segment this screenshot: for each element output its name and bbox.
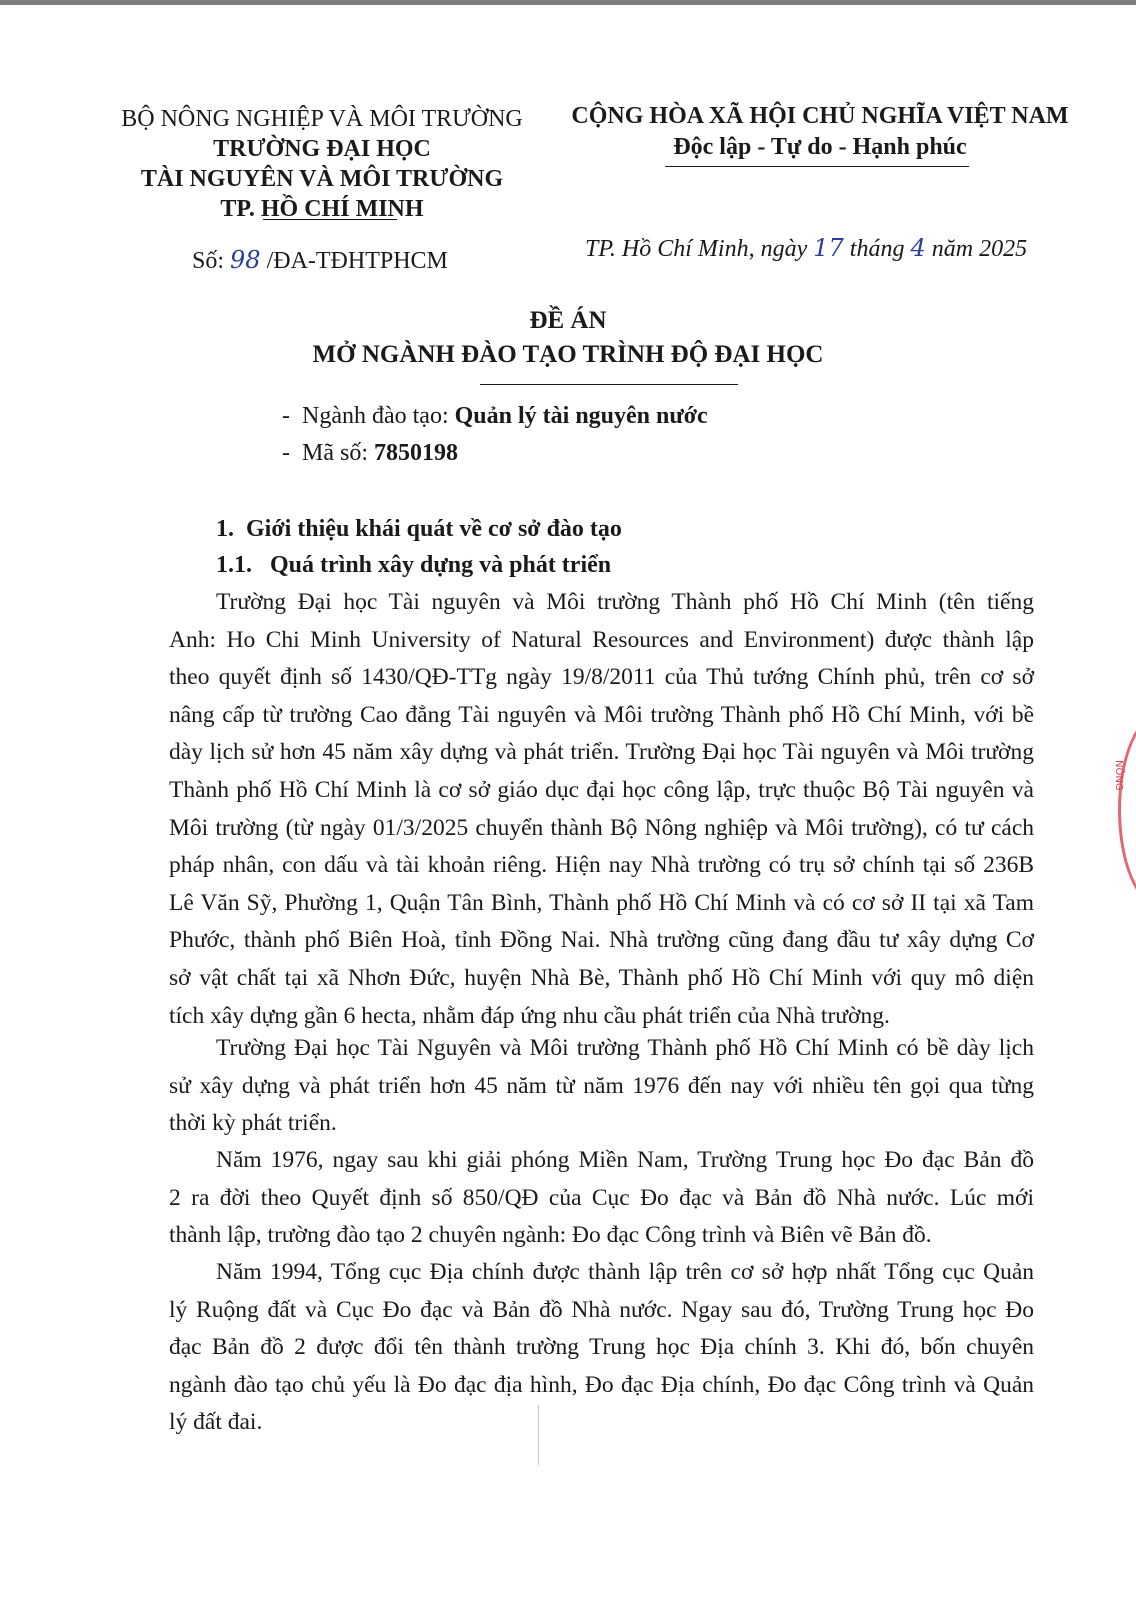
text-line: Thành phố Hồ Chí Minh là cơ sở giáo dục đại học công lập, trực thuộc Bộ Tài nguyên và xyxy=(169,776,1034,803)
date-prefix: TP. Hồ Chí Minh, ngày xyxy=(585,236,808,262)
bullet-dash: - xyxy=(282,440,302,466)
ministry-name: BỘ NÔNG NGHIỆP VÀ MÔI TRƯỜNG xyxy=(121,106,523,132)
code-bullet xyxy=(282,440,458,467)
text-line: Anh: Ho Chi Minh University of Natural Resources and Environment) được thành lập xyxy=(169,626,1034,653)
major-value: Quản lý tài nguyên nước xyxy=(454,403,708,429)
text-line: Môi trường (từ ngày 01/3/2025 chuyển thành Bộ Nông nghiệp và Môi trường), có tư cách xyxy=(169,814,1034,841)
number-suffix: /ĐA-TĐHTPHCM xyxy=(266,248,448,274)
seal-text: NÔNG xyxy=(1113,760,1124,791)
major-label: Ngành đào tạo: xyxy=(302,403,449,429)
national-heading xyxy=(560,101,1080,163)
text-line: ngành đào tạo chủ yếu là Đo đạc địa hình, Đo đạc Địa chính, Đo đạc Công trình và Quản xyxy=(169,1371,1034,1398)
date-month: 4 xyxy=(910,234,926,262)
number-prefix: Số: xyxy=(192,248,225,274)
country-name: CỘNG HÒA XÃ HỘI CHỦ NGHĨA VIỆT NAM xyxy=(571,103,1069,129)
text-line: thời kỳ phát triển. xyxy=(169,1110,337,1137)
text-line: theo quyết định số 1430/QĐ-TTg ngày 19/8/2011 của Thủ tướng Chính phủ, trên cơ sở xyxy=(169,664,1034,691)
document-title: MỞ NGÀNH ĐÀO TẠO TRÌNH ĐỘ ĐẠI HỌC xyxy=(312,341,824,368)
motto-underline xyxy=(665,166,969,167)
document-type: ĐỀ ÁN xyxy=(529,307,607,334)
paragraph-1 xyxy=(169,584,1034,1035)
scan-top-edge xyxy=(0,0,1136,5)
school-name-line1: TRƯỜNG ĐẠI HỌC xyxy=(213,136,431,162)
text-line: Lê Văn Sỹ, Phường 1, Quận Tân Bình, Thành phố Hồ Chí Minh và có cơ sở II tại xã Tam xyxy=(169,889,1034,916)
text-line: thành lập, trường đào tạo 2 chuyên ngành: Đo đạc Công trình và Biên vẽ Bản đồ. xyxy=(169,1222,932,1249)
document-number xyxy=(192,246,448,275)
code-label: Mã số: xyxy=(302,440,368,466)
motto: Độc lập - Tự do - Hạnh phúc xyxy=(673,134,967,160)
section-number: 1. xyxy=(216,516,234,542)
bullet-dash: - xyxy=(282,403,302,429)
school-name-line3: TP. HỒ CHÍ MINH xyxy=(220,196,424,222)
number-handwritten: 98 xyxy=(230,246,261,274)
date-year: năm 2025 xyxy=(931,236,1028,262)
section-heading-1-1 xyxy=(216,552,611,579)
text-line: tích xây dựng gần 6 hecta, nhằm đáp ứng nhu cầu phát triển của Nhà trường. xyxy=(169,1002,890,1029)
section-title: Quá trình xây dựng và phát triển xyxy=(270,552,612,578)
school-name-line2: TÀI NGUYÊN VÀ MÔI TRƯỜNG xyxy=(140,166,504,192)
paragraph-3 xyxy=(169,1142,1034,1255)
code-value: 7850198 xyxy=(374,440,458,466)
text-line: Phước, thành phố Biên Hoà, tỉnh Đồng Nai. Nhà trường cũng đang đầu tư xây dựng Cơ xyxy=(169,927,1034,954)
scan-crease-mark xyxy=(538,1405,539,1465)
date-day: 17 xyxy=(813,234,844,262)
text-line: Trường Đại học Tài Nguyên và Môi trường Thành phố Hồ Chí Minh có bề dày lịch xyxy=(216,1035,1034,1061)
section-title: Giới thiệu khái quát về cơ sở đào tạo xyxy=(246,516,622,542)
major-bullet xyxy=(282,403,708,430)
section-heading-1 xyxy=(216,516,622,543)
text-line: Năm 1976, ngay sau khi giải phóng Miền Nam, Trường Trung học Đo đạc Bản đồ xyxy=(216,1147,1034,1173)
document-date xyxy=(585,234,1027,263)
title-underline xyxy=(480,384,738,385)
issuer-underline xyxy=(263,219,397,220)
text-line: Năm 1994, Tổng cục Địa chính được thành lập trên cơ sở hợp nhất Tổng cục Quản xyxy=(216,1259,1034,1285)
text-line: sở vật chất tại xã Nhơn Đức, huyện Nhà Bè, Thành phố Hồ Chí Minh với quy mô diện xyxy=(169,964,1034,991)
section-number: 1.1. xyxy=(216,552,252,578)
text-line: 2 ra đời theo Quyết định số 850/QĐ của Cục Đo đạc và Bản đồ Nhà nước. Lúc mới xyxy=(169,1184,1034,1211)
text-line: lý đất đai. xyxy=(169,1409,263,1436)
text-line: Trường Đại học Tài nguyên và Môi trường Thành phố Hồ Chí Minh (tên tiếng xyxy=(216,589,1034,615)
issuer-block xyxy=(96,104,548,224)
official-seal-stamp xyxy=(1118,712,1136,908)
paragraph-4 xyxy=(169,1254,1034,1442)
text-line: pháp nhân, con dấu và tài khoản riêng. Hiện nay Nhà trường có trụ sở chính tại số 236B xyxy=(169,852,1034,879)
text-line: đạc Bản đồ 2 được đổi tên thành trường Trung học Địa chính 3. Khi đó, bốn chuyên xyxy=(169,1334,1034,1361)
text-line: lý Ruộng đất và Cục Đo đạc và Bản đồ Nhà nước. Ngay sau đó, Trường Trung học Đo xyxy=(169,1296,1034,1323)
text-line: dày lịch sử hơn 45 năm xây dựng và phát triển. Trường Đại học Tài nguyên và Môi trường xyxy=(169,739,1034,766)
paragraph-2 xyxy=(169,1030,1034,1143)
text-line: sử xây dựng và phát triển hơn 45 năm từ năm 1976 đến nay với nhiều tên gọi qua từng xyxy=(169,1072,1034,1099)
date-month-label: tháng xyxy=(849,236,905,262)
text-line: nâng cấp từ trường Cao đẳng Tài nguyên và Môi trường Thành phố Hồ Chí Minh, với bề xyxy=(169,701,1034,728)
